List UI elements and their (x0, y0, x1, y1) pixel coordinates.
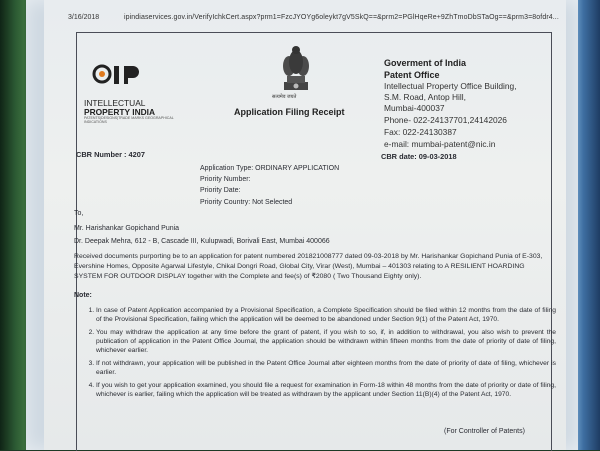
note-item: 3. If not withdrawn, your application will be published in the Patent Office Journal after eighteen months from the date of priority of date of filing, whichever is earlier. (96, 359, 556, 377)
notes-list (82, 306, 556, 403)
signoff: (For Controller of Patents) (444, 428, 525, 435)
to-label: To, (74, 210, 84, 217)
logo-subtext: PATENTS|DESIGNS|TRADE MARKS GEOGRAPHICAL INDICATIONS (84, 116, 174, 124)
office-email: e-mail: mumbai-patent@nic.in (384, 139, 496, 149)
priority-date: Priority Date: (200, 187, 241, 194)
office-line-2: Patent Office (384, 70, 440, 80)
emblem-motto: सत्यमेव जयते (272, 94, 297, 100)
page-title: Application Filing Receipt (234, 107, 345, 117)
state-emblem-icon (276, 40, 316, 98)
office-line-1: Goverment of India (384, 58, 467, 68)
note-item: 4. If you wish to get your application examined, you should file a request for examination in Form-18 within 48 months from the date of priority or date of filing, whichever is earlier, failing which the application will be treated as withdrawn by the applicant under Section 11(B)(4) of the Patent Act, 1970. (96, 381, 556, 399)
office-phone: Phone- 022-24137701,24142026 (384, 115, 507, 125)
office-line-5: Mumbai-400037 (384, 103, 445, 113)
received-paragraph: Received documents purporting be to an application for patent numbered 201821008777 dated 09-03-2018 by Mr. Harishankar Gopichand Punia of E-303, Evershine Homes, Opposite Agarwal Lifestyle, Chikal Dongri Road, Global City, Virar (West), Mumbai – 401303 relating to A RESILIENT HOARDING SYSTEM FOR OUTDOOR DISPLAY together with the Complete and fee(s) of ₹2080 ( Two Thousand Eighty only). (74, 253, 543, 281)
logo-name: INTELLECTUAL PROPERTY INDIA (84, 98, 156, 117)
office-line-3: Intellectual Property Office Building, (384, 81, 517, 91)
print-date: 3/16/2018 (68, 14, 100, 21)
note-item: 1. In case of Patent Application accompanied by a Provisional Specification, a Complete Specification should be filed within 12 months from the date of filing of the Provisional Specification, failing which the application will be deemed to be abandoned under Section 9(1) of the Patent Act, 1970. (96, 306, 556, 324)
priority-number: Priority Number: (200, 176, 251, 183)
priority-country: Priority Country: Not Selected (200, 199, 293, 206)
office-line-4: S.M. Road, Antop Hill, (384, 92, 466, 102)
recipient-address: Dr. Deepak Mehra, 612 - B, Cascade III, Kulupwadi, Borivali East, Mumbai 400066 (74, 238, 330, 245)
office-fax: Fax: 022-24130387 (384, 127, 457, 137)
cbr-number: CBR Number : 4207 (76, 150, 145, 159)
application-type: Application Type: ORDINARY APPLICATION (200, 165, 340, 172)
receipt-document (44, 0, 566, 450)
note-label: Note: (74, 292, 92, 299)
recipient-name: Mr. Harishankar Gopichand Punia (74, 225, 180, 232)
note-item: 2. You may withdraw the application at any time before the grant of patent, if you wish to so, if, in addition to withdrawal, you also wish to prevent the publication of application in the Patent Office Journal, the application should be withdrawn within fifteen months from the date of priority of date of filing, whichever earlier. (96, 328, 556, 356)
print-url: ipindiaservices.gov.in/VerifyIchkCert.aspx?prm1=FzcJYOYg6oleykt7gV5SkQ==&prm2=PGlHqeRe+9ZhTmoDbSTaOg==&prm3=8ofdr4... (124, 14, 559, 21)
cbr-date: CBR date: 09-03-2018 (381, 152, 457, 161)
